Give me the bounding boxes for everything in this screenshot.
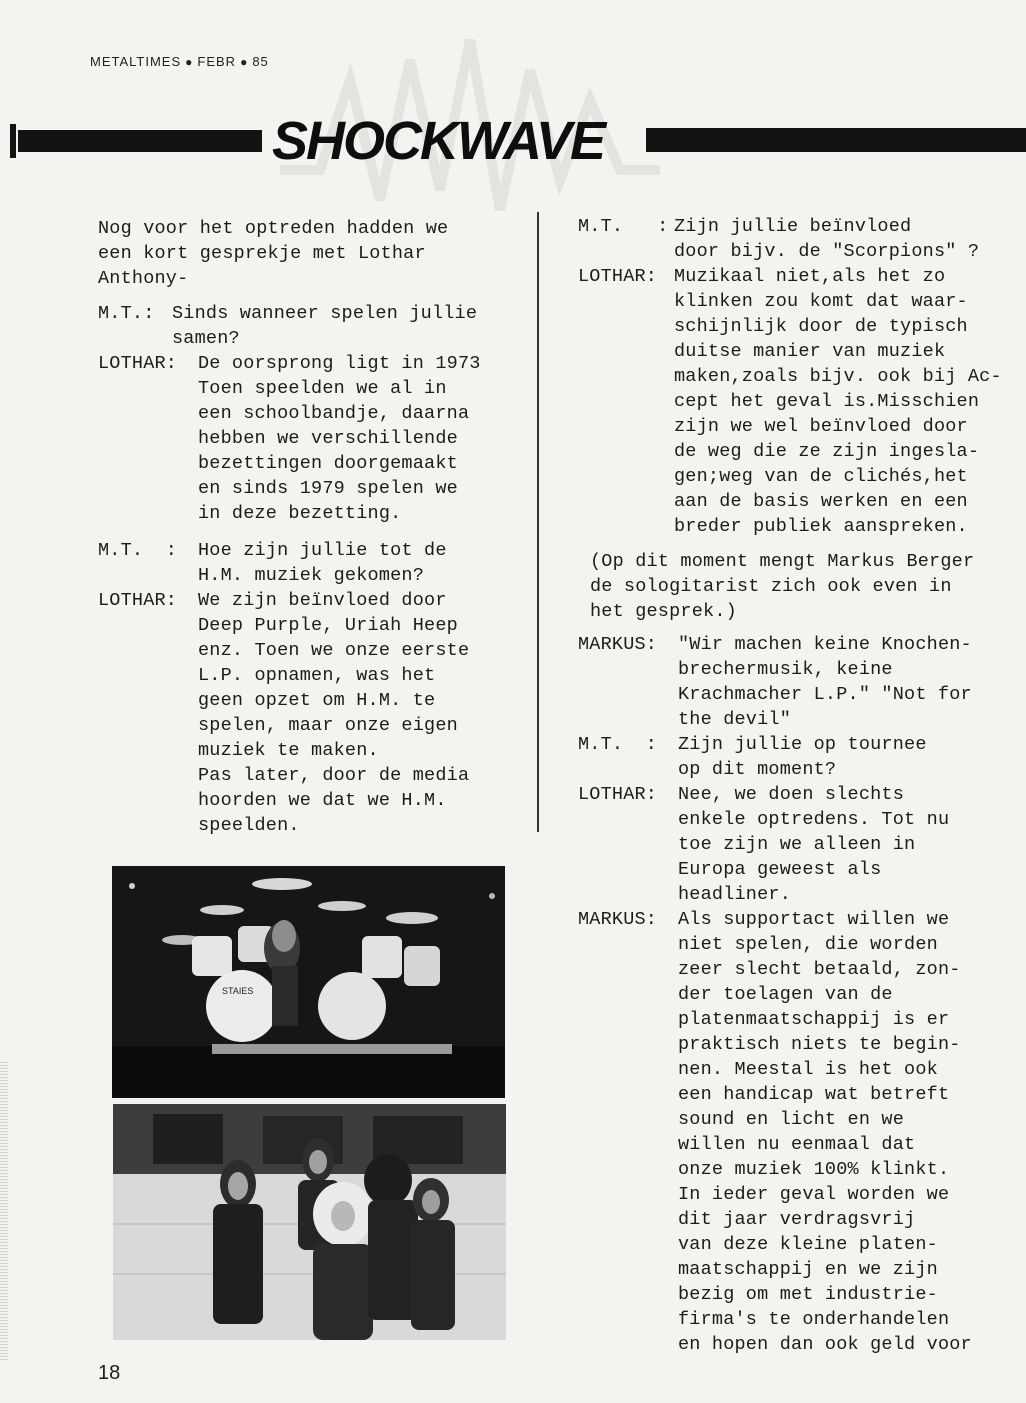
magazine-name: METALTIMES	[90, 54, 182, 69]
drum-kit-illustration	[112, 866, 505, 1098]
title-banner	[10, 111, 1026, 171]
interview-row	[98, 301, 518, 351]
concert-stage-photo	[112, 866, 505, 1098]
left-column	[98, 216, 518, 838]
speaker-label: M.T. :	[578, 734, 658, 755]
band-group-photo	[113, 1104, 506, 1340]
right-column	[578, 214, 1018, 1357]
article-title: SHOCKWAVE	[272, 111, 605, 171]
speaker-label: LOTHAR:	[98, 353, 178, 374]
interview-text: Zijn jullie beïnvloed door bijv. de "Scorpions" ?	[674, 216, 980, 262]
interview-text: We zijn beïnvloed door Deep Purple, Uriah Heep enz. Toen we onze eerste L.P. opnamen, was het geen opzet om H.M. te spelen, maar onze eigen muziek te maken. Pas later, door de media hoorden we dat we H.M. speelden.	[198, 590, 470, 836]
bullet-icon: ●	[185, 55, 194, 69]
band-members-illustration	[113, 1104, 506, 1340]
interview-row	[578, 907, 1018, 1357]
interview-row	[98, 538, 518, 588]
interview-row	[578, 632, 1018, 732]
interview-row	[578, 214, 1018, 264]
column-divider	[537, 212, 539, 832]
interview-text: Muzikaal niet,als het zo klinken zou komt dat waar- schijnlijk door de typisch duitse manier van muziek maken,zoals bijv. ook bij Ac- cept het geval is.Misschien zijn we wel beïnvloed door de weg die ze zijn ingesla- gen;weg van de clichés,het aan de basis werken en een breder publiek aanspreken.	[674, 266, 1002, 537]
banner-bar-left	[18, 130, 262, 152]
speaker-label: M.T. :	[98, 540, 178, 561]
intro-paragraph: Nog voor het optreden hadden we een kort gesprekje met Lothar Anthony-	[98, 218, 449, 289]
bullet-icon: ●	[240, 55, 249, 69]
editorial-note: (Op dit moment mengt Markus Berger de sologitarist zich ook even in het gesprek.)	[590, 551, 975, 622]
scan-edge	[0, 1060, 8, 1360]
drum-logo-text: STAIES	[222, 986, 254, 996]
speaker-label: MARKUS:	[578, 909, 658, 930]
interview-text: Hoe zijn jullie tot de H.M. muziek gekomen?	[198, 540, 447, 586]
interview-row	[578, 264, 1018, 539]
banner-bar-right	[646, 128, 1026, 152]
issue-month: FEBR	[197, 54, 237, 69]
speaker-label: M.T. :	[578, 216, 669, 237]
speaker-label: LOTHAR:	[98, 590, 178, 611]
interview-row	[578, 732, 1018, 782]
speaker-label: MARKUS:	[578, 634, 658, 655]
page-number: 18	[98, 1362, 121, 1384]
speaker-label: LOTHAR:	[578, 784, 658, 805]
interview-row	[578, 782, 1018, 907]
interview-row	[98, 588, 518, 838]
issue-year: 85	[252, 54, 269, 69]
interview-text: Nee, we doen slechts enkele optredens. Tot nu toe zijn we alleen in Europa geweest als headliner.	[678, 784, 950, 905]
speaker-label: LOTHAR:	[578, 266, 658, 287]
interview-text: De oorsprong ligt in 1973 Toen speelden we al in een schoolbandje, daarna hebben we verschillende bezettingen doorgemaakt en sinds 1979 spelen we in deze bezetting.	[198, 353, 481, 524]
running-header	[90, 54, 269, 69]
interview-row	[98, 351, 518, 526]
interview-text: Zijn jullie op tournee op dit moment?	[678, 734, 927, 780]
speaker-label: M.T.:	[98, 303, 155, 324]
interview-text: Als supportact willen we niet spelen, die worden zeer slecht betaald, zon- der toelagen van de platenmaatschappij is er praktisch niets te begin- nen. Meestal is het ook een handicap wat betreft sound en licht en we willen nu eenmaal dat onze muziek 100% klinkt. In ieder geval worden we dit jaar verdragsvrij van deze kleine platen- maatschappij en we zijn bezig om met industrie- firma's te onderhandelen en hopen dan ook geld voor	[678, 909, 972, 1355]
interview-text: Sinds wanneer spelen jullie samen?	[172, 303, 478, 349]
interview-text: "Wir machen keine Knochen- brechermusik, keine Krachmacher L.P." "Not for the devil"	[678, 634, 972, 730]
